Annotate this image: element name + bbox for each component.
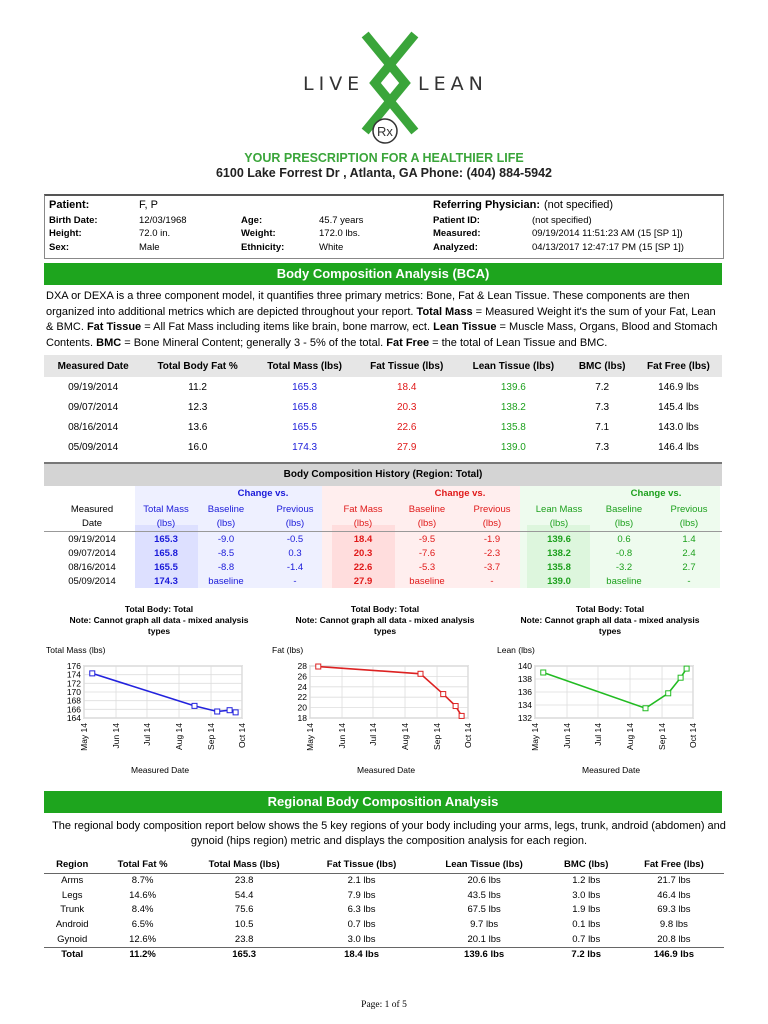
- chart-xtick-label: May 14: [79, 723, 89, 751]
- chart-point: [316, 664, 321, 669]
- history-cell: 165.8: [154, 548, 178, 559]
- history-cell: 09/07/2014: [68, 548, 116, 559]
- regional-header: BMC (lbs): [549, 855, 624, 874]
- analyzed-value: 04/13/2017 12:47:17 PM (15 [SP 1]): [532, 242, 684, 253]
- ethnicity-value: White: [319, 242, 344, 253]
- chart-xtick-label: Jun 14: [337, 723, 348, 749]
- history-cell: -5.3: [418, 562, 436, 573]
- history-cell: 08/16/2014: [68, 562, 116, 573]
- bca-title: Body Composition Analysis (BCA): [44, 263, 722, 285]
- chart-title-line: Total Body: Total: [124, 604, 194, 614]
- chart-title-line: Note: Cannot graph all data - mixed analysis: [520, 615, 700, 625]
- chart-point: [441, 692, 446, 697]
- bca-cell: 11.2: [188, 381, 207, 393]
- patient-id-value: (not specified): [532, 215, 592, 226]
- regional-cell: 6.5%: [131, 919, 154, 931]
- bca-header: Fat Free (lbs): [635, 355, 722, 377]
- regional-header: Region: [44, 855, 100, 874]
- history-cell: 2.7: [682, 562, 696, 573]
- regional-row: [44, 932, 724, 947]
- regional-cell: 10.5: [234, 919, 254, 931]
- history-cell: 165.5: [154, 562, 178, 573]
- chart-ytick-label: 20: [297, 702, 307, 713]
- regional-row: [44, 889, 724, 904]
- history-measured-header: Measured: [70, 504, 114, 515]
- regional-cell: 12.6%: [129, 933, 157, 945]
- bca-cell: 27.9: [396, 441, 417, 453]
- bca-header: Fat Tissue (lbs): [356, 355, 457, 377]
- history-cell: baseline: [409, 576, 445, 587]
- regional-cell: 14.6%: [129, 889, 157, 901]
- regional-cell: 6.3 lbs: [347, 904, 376, 916]
- chart-ytick-label: 176: [66, 661, 81, 671]
- chart-ytick-label: 138: [517, 674, 532, 684]
- regional-cell: 43.5 lbs: [467, 889, 501, 901]
- chart-ylabel: Lean (lbs): [497, 645, 535, 655]
- history-change-vs: Change vs.: [434, 488, 486, 499]
- chart-xtick-label: Jun 14: [562, 723, 573, 749]
- chart-ytick-label: 140: [517, 661, 532, 671]
- chart-point: [678, 675, 683, 680]
- tagline: YOUR PRESCRIPTION FOR A HEALTHIER LIFE: [244, 151, 524, 165]
- patient-info-box: [44, 194, 724, 259]
- chart-xtick-label: May 14: [530, 723, 540, 751]
- chart-xtick-label: Jul 14: [141, 723, 152, 746]
- regional-cell: 2.1 lbs: [347, 875, 376, 887]
- history-change-vs: Change vs.: [630, 488, 682, 499]
- weight-label: Weight:: [241, 228, 276, 239]
- history-column-header: Previous: [276, 504, 314, 515]
- history-cell: 0.6: [617, 534, 631, 545]
- history-cell: 1.4: [682, 534, 696, 545]
- chart-ytick-label: 166: [66, 704, 81, 715]
- regional-cell: 1.9 lbs: [572, 904, 601, 916]
- bca-cell: 135.8: [500, 421, 526, 433]
- history-cell: 05/09/2014: [68, 576, 116, 587]
- history-cell: -0.5: [286, 534, 304, 545]
- bca-cell: 165.5: [292, 421, 318, 433]
- regional-row: [44, 918, 724, 933]
- chart-title-line: types: [373, 626, 397, 636]
- bca-row: [44, 397, 722, 417]
- measured-value: 09/19/2014 11:51:23 AM (15 [SP 1]): [532, 228, 683, 239]
- page-number: Page: 1 of 5: [361, 1000, 407, 1010]
- history-divider: [44, 531, 722, 532]
- sex-value: Male: [139, 242, 160, 253]
- chart-ytick-label: 18: [297, 713, 307, 723]
- bca-cell: 165.3: [292, 381, 318, 393]
- history-unit-header: (lbs): [353, 518, 373, 529]
- chart-title: [280, 604, 490, 637]
- age-value: 45.7 years: [319, 215, 364, 226]
- chart-point: [192, 703, 197, 708]
- bca-header: BMC (lbs): [569, 355, 634, 377]
- history-cell: 138.2: [547, 548, 571, 559]
- chart-point: [643, 706, 648, 711]
- regional-total-row: [44, 947, 724, 962]
- history-cell: -0.8: [615, 548, 633, 559]
- chart-xtick-label: Aug 14: [400, 723, 411, 750]
- history-cell: 2.4: [682, 548, 696, 559]
- bca-cell: 7.2: [595, 381, 610, 393]
- history-cell: 22.6: [353, 562, 373, 573]
- history-date-header: Date: [81, 518, 103, 529]
- chart-xtick-label: Jun 14: [111, 723, 122, 749]
- chart-ytick-label: 164: [66, 713, 81, 723]
- chart-title-line: Total Body: Total: [575, 604, 645, 614]
- regional-cell: 69.3 lbs: [657, 904, 691, 916]
- history-cell: 135.8: [547, 562, 571, 573]
- history-cell: -: [687, 576, 691, 587]
- history-cell: 18.4: [353, 534, 373, 545]
- weight-value: 172.0 lbs.: [319, 228, 361, 239]
- chart-ytick-label: 136: [517, 687, 532, 697]
- chart-point: [453, 704, 458, 709]
- chart-ytick-label: 26: [297, 671, 307, 682]
- chart-xtick-label: May 14: [305, 723, 315, 751]
- regional-total-cell: 18.4 lbs: [304, 947, 420, 962]
- history-cell: 174.3: [154, 576, 178, 587]
- bca-cell: 09/19/2014: [68, 381, 119, 393]
- chart-svg: [44, 660, 272, 780]
- chart-ytick-label: 132: [517, 713, 532, 723]
- chart-xlabel: Measured Date: [582, 765, 641, 775]
- bca-description: DXA or DEXA is a three component model, it quantifies three primary metrics: Bone, Fat & Lean Tissue. These components are then organized into additional metrics which are depicted throughout your report. Total Mass = Measured Weight it's the sum of your Fat, Lean & BMC. Fat Tissue = All Fat Mass including items like brain, bone marrow, ect. Lean Tissue = Muscle Mass, Organs, Blood and Stomach Contents. BMC = Bone Mineral Content; generally 3 - 5% of the total. Fat Free = the total of Lean Tissue and BMC.: [46, 290, 718, 349]
- patient-label: Patient:: [49, 199, 90, 211]
- regional-cell: Android: [55, 919, 89, 931]
- regional-table: [44, 855, 724, 963]
- regional-cell: 0.7 lbs: [572, 933, 601, 945]
- chart-ytick-label: 168: [66, 695, 81, 706]
- history-column-header: Baseline: [207, 504, 245, 515]
- chart-ylabel: Fat (lbs): [272, 645, 304, 655]
- bca-table: [44, 355, 722, 457]
- chart-xtick-label: Oct 14: [463, 723, 473, 749]
- chart-ytick-label: 28: [297, 661, 307, 671]
- bca-cell: 165.8: [292, 401, 318, 413]
- regional-cell: 8.4%: [131, 904, 154, 916]
- referring-label: Referring Physician:: [433, 199, 540, 211]
- chart-point: [418, 671, 423, 676]
- ethnicity-label: Ethnicity:: [241, 242, 285, 253]
- bca-cell: 145.4 lbs: [658, 401, 699, 413]
- bca-row: [44, 377, 722, 397]
- history-cell: -9.0: [217, 534, 235, 545]
- bca-cell: 12.3: [187, 401, 208, 413]
- regional-cell: 46.4 lbs: [657, 889, 691, 901]
- chart-ylabel: Total Mass (lbs): [46, 645, 106, 655]
- chart-title-line: types: [598, 626, 622, 636]
- bca-row: [44, 417, 722, 437]
- regional-total-cell: 146.9 lbs: [624, 947, 724, 962]
- chart-point: [459, 713, 464, 718]
- history-column-header: Total Mass: [143, 504, 189, 515]
- history-unit-header: (lbs): [417, 518, 437, 529]
- bca-cell: 139.0: [500, 441, 526, 453]
- patient-value: F, P: [139, 199, 158, 211]
- bca-header: Total Body Fat %: [142, 355, 253, 377]
- regional-cell: 23.8: [234, 875, 254, 887]
- chart-xlabel: Measured Date: [357, 765, 416, 775]
- bca-header: Total Mass (lbs): [253, 355, 356, 377]
- regional-total-cell: 7.2 lbs: [549, 947, 624, 962]
- history-column-header: Baseline: [408, 504, 446, 515]
- history-unit-header: (lbs): [216, 518, 236, 529]
- bca-cell: 08/16/2014: [68, 421, 119, 433]
- chart-point: [666, 691, 671, 696]
- chart-point: [90, 671, 95, 676]
- chart-xtick-label: Oct 14: [688, 723, 698, 749]
- measured-label: Measured:: [433, 228, 481, 239]
- regional-cell: 75.6: [234, 904, 254, 916]
- regional-cell: 0.1 lbs: [572, 919, 601, 931]
- bca-cell: 143.0 lbs: [658, 421, 699, 433]
- history-change-vs: Change vs.: [237, 488, 289, 499]
- history-title: Body Composition History (Region: Total): [44, 462, 722, 486]
- bca-cell: 16.0: [187, 441, 208, 453]
- logo-lean: LEAN: [418, 73, 488, 95]
- chart-point: [684, 666, 689, 671]
- bca-cell: 7.3: [595, 441, 610, 453]
- history-cell: 0.3: [288, 548, 302, 559]
- chart-xtick-label: Oct 14: [237, 723, 247, 749]
- chart-svg: [495, 660, 723, 780]
- regional-header: Fat Free (lbs): [624, 855, 724, 874]
- patient-id-label: Patient ID:: [433, 215, 480, 226]
- history-cell: -1.4: [286, 562, 304, 573]
- history-column-header: Lean Mass: [535, 504, 583, 515]
- bca-cell: 138.2: [500, 401, 526, 413]
- regional-header: Total Mass (lbs): [185, 855, 304, 874]
- history-cell: -: [293, 576, 297, 587]
- bca-cell: 146.9 lbs: [658, 381, 699, 393]
- chart-ytick-label: 170: [66, 687, 81, 697]
- regional-cell: 0.7 lbs: [347, 919, 376, 931]
- history-column-header: Previous: [473, 504, 511, 515]
- bca-header: Lean Tissue (lbs): [457, 355, 569, 377]
- history-cell: -8.8: [217, 562, 235, 573]
- regional-cell: 21.7 lbs: [657, 875, 691, 887]
- regional-total-cell: 139.6 lbs: [420, 947, 549, 962]
- history-unit-header: (lbs): [679, 518, 699, 529]
- bca-cell: 09/07/2014: [68, 401, 119, 413]
- sex-label: Sex:: [49, 242, 70, 253]
- history-cell: baseline: [606, 576, 642, 587]
- chart-ytick-label: 134: [517, 700, 532, 710]
- regional-cell: 54.4: [234, 889, 254, 901]
- referring-value: (not specified): [544, 199, 614, 211]
- regional-cell: Trunk: [60, 904, 85, 916]
- bca-cell: 18.4: [396, 381, 417, 393]
- chart-ytick-label: 24: [297, 681, 307, 692]
- history-cell: 139.0: [547, 576, 571, 587]
- regional-cell: 20.6 lbs: [467, 875, 501, 887]
- history-column-header: Previous: [670, 504, 708, 515]
- regional-total-cell: 11.2%: [100, 947, 184, 962]
- bca-cell: 7.3: [595, 401, 610, 413]
- chart-title: [54, 604, 264, 637]
- regional-description: The regional body composition report below shows the 5 key regions of your body including your arms, legs, trunk, android (abdomen) and gynoid (hips region) metric and displays the composition analysis for each region.: [52, 820, 726, 847]
- history-cell: 20.3: [353, 548, 373, 559]
- history-cell: -1.9: [483, 534, 501, 545]
- height-value: 72.0 in.: [139, 228, 171, 239]
- regional-header: Lean Tissue (lbs): [420, 855, 549, 874]
- birth-label: Birth Date:: [49, 215, 98, 226]
- bca-cell: 22.6: [396, 421, 417, 433]
- chart-xtick-label: Sep 14: [657, 723, 668, 750]
- history-cell: 165.3: [154, 534, 178, 545]
- chart-point: [215, 709, 220, 714]
- regional-cell: 9.8 lbs: [659, 919, 688, 931]
- regional-cell: 20.8 lbs: [657, 933, 691, 945]
- chart-svg: [270, 660, 498, 780]
- history-cell: -7.6: [418, 548, 436, 559]
- birth-value: 12/03/1968: [139, 215, 187, 226]
- chart-point: [541, 670, 546, 675]
- history-cell: baseline: [208, 576, 244, 587]
- regional-cell: 9.7 lbs: [470, 919, 499, 931]
- bca-cell: 20.3: [396, 401, 417, 413]
- bca-cell: 146.4 lbs: [658, 441, 699, 453]
- regional-total-cell: 165.3: [185, 947, 304, 962]
- chart-point: [227, 708, 232, 713]
- history-cell: 27.9: [353, 576, 373, 587]
- history-unit-header: (lbs): [614, 518, 634, 529]
- history-cell: -: [490, 576, 494, 587]
- regional-cell: 7.9 lbs: [347, 889, 376, 901]
- chart-ytick-label: 172: [66, 678, 81, 689]
- bca-cell: 174.3: [292, 441, 318, 453]
- chart-xtick-label: Sep 14: [206, 723, 217, 750]
- regional-row: [44, 874, 724, 889]
- chart-title-line: types: [147, 626, 171, 636]
- age-label: Age:: [241, 215, 263, 226]
- regional-row: [44, 903, 724, 918]
- chart-xtick-label: Aug 14: [174, 723, 185, 750]
- bca-header: Measured Date: [44, 355, 142, 377]
- bca-cell: 7.1: [595, 421, 610, 433]
- chart-title-line: Note: Cannot graph all data - mixed analysis: [295, 615, 475, 625]
- analyzed-label: Analyzed:: [433, 242, 478, 253]
- bca-row: [44, 437, 722, 457]
- chart-title-line: Total Body: Total: [350, 604, 420, 614]
- chart-ytick-label: 22: [297, 692, 307, 703]
- history-unit-header: (lbs): [156, 518, 176, 529]
- regional-header: Fat Tissue (lbs): [304, 855, 420, 874]
- chart-xtick-label: Jul 14: [592, 723, 603, 746]
- chart-point: [233, 710, 238, 715]
- chart-xlabel: Measured Date: [131, 765, 190, 775]
- chart-title-line: Note: Cannot graph all data - mixed analysis: [69, 615, 249, 625]
- history-unit-header: (lbs): [549, 518, 569, 529]
- chart-ytick-label: 174: [66, 669, 81, 680]
- history-column-header: Baseline: [605, 504, 643, 515]
- bca-cell: 13.6: [187, 421, 208, 433]
- history-cell: -8.5: [217, 548, 235, 559]
- logo-rx: Rx: [377, 124, 393, 139]
- history-cell: -2.3: [483, 548, 501, 559]
- chart-title: [505, 604, 715, 637]
- history-cell: -3.2: [615, 562, 633, 573]
- address: 6100 Lake Forrest Dr , Atlanta, GA Phone: (404) 884-5942: [215, 166, 552, 180]
- regional-cell: 8.7%: [131, 875, 154, 887]
- regional-header: Total Fat %: [100, 855, 184, 874]
- history-unit-header: (lbs): [285, 518, 305, 529]
- history-unit-header: (lbs): [482, 518, 502, 529]
- regional-cell: 23.8: [234, 933, 254, 945]
- history-column-header: Fat Mass: [343, 504, 383, 515]
- live-lean-logo: [0, 0, 768, 150]
- regional-cell: 3.0 lbs: [347, 933, 376, 945]
- regional-cell: Arms: [61, 875, 84, 887]
- regional-total-cell: Total: [44, 947, 100, 962]
- history-cell: -3.7: [483, 562, 501, 573]
- chart-xtick-label: Aug 14: [625, 723, 636, 750]
- chart-xtick-label: Sep 14: [432, 723, 443, 750]
- height-label: Height:: [49, 228, 82, 239]
- history-cell: 09/19/2014: [68, 534, 116, 545]
- chart-xtick-label: Jul 14: [367, 723, 378, 746]
- history-cell: -9.5: [418, 534, 436, 545]
- regional-cell: 67.5 lbs: [467, 904, 501, 916]
- regional-cell: Legs: [61, 889, 83, 901]
- logo-live: LIVE: [303, 73, 365, 95]
- history-cell: 139.6: [547, 534, 571, 545]
- regional-cell: 20.1 lbs: [467, 933, 501, 945]
- bca-cell: 05/09/2014: [68, 441, 119, 453]
- regional-cell: 3.0 lbs: [572, 889, 601, 901]
- regional-title: Regional Body Composition Analysis: [44, 791, 722, 813]
- regional-cell: Gynoid: [57, 933, 88, 945]
- regional-cell: 1.2 lbs: [572, 875, 601, 887]
- bca-cell: 139.6: [500, 381, 526, 393]
